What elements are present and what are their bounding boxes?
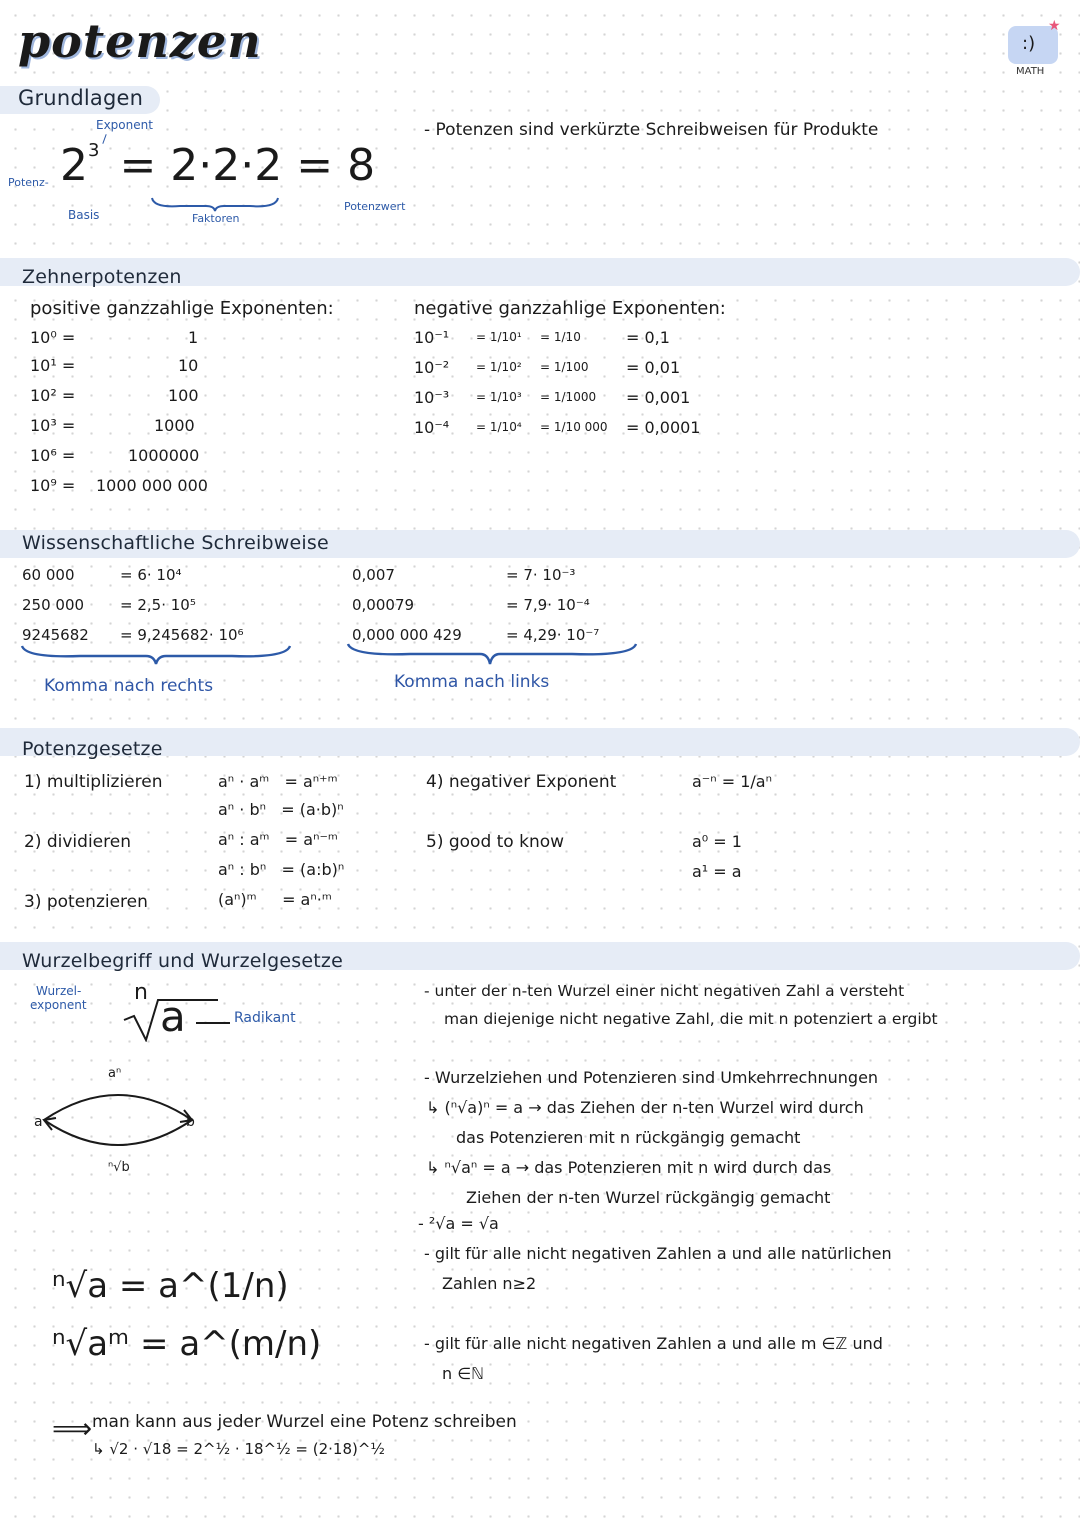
badge-label: MATH	[1016, 66, 1045, 77]
label-potenzwert: Potenzwert	[344, 200, 406, 213]
neg-frac: = 1/10²	[476, 360, 522, 374]
sci-right-lhs: 0,000 000 429	[352, 626, 462, 644]
pos-value: 100	[168, 386, 199, 405]
neg-frac2: = 1/10	[540, 330, 581, 344]
sci-left-lhs: 60 000	[22, 566, 75, 584]
conclusion-line-2: ↳ √2 · √18 = 2^½ · 18^½ = (2·18)^½	[92, 1440, 385, 1458]
neg-row: 10⁻⁴	[414, 418, 450, 437]
big-root-formula-1: ⁿ√a = a^(1/n)	[52, 1266, 289, 1306]
neg-exp-heading: negative ganzzahlige Exponenten:	[414, 298, 726, 319]
law-label-good-to-know: 5) good to know	[426, 832, 565, 852]
star-icon: ★	[1048, 18, 1061, 34]
neg-decimal: = 0,1	[626, 328, 670, 347]
caption-komma-rechts: Komma nach rechts	[44, 676, 214, 696]
neg-decimal: = 0,0001	[626, 418, 701, 437]
neg-frac: = 1/10⁴	[476, 420, 522, 434]
sci-right-lhs: 0,00079	[352, 596, 415, 614]
big-root-formula-2: ⁿ√aᵐ = a^(m/n)	[52, 1324, 322, 1364]
neg-frac2: = 1/10 000	[540, 420, 608, 434]
arrow-implies-icon: ⟹	[52, 1412, 93, 1445]
root-index: n	[134, 980, 148, 1005]
neg-frac2: = 1/100	[540, 360, 589, 374]
brace-left	[20, 644, 292, 666]
pos-value: 1000 000 000	[96, 476, 208, 495]
pos-row: 10⁶ =	[30, 446, 76, 465]
neg-decimal: = 0,01	[626, 358, 681, 377]
law-formula-zero: a⁰ = 1	[692, 832, 742, 851]
pos-exp-heading: positive ganzzahlige Exponenten:	[30, 298, 334, 319]
root-point-10: n ∈ℕ	[442, 1364, 484, 1383]
root-point-9: - gilt für alle nicht negativen Zahlen a und alle m ∈ℤ und	[424, 1334, 883, 1353]
grundlagen-note: - Potenzen sind verkürzte Schreibweisen für Produkte	[424, 120, 879, 140]
section-heading-wurzel: Wurzelbegriff und Wurzelgesetze	[22, 950, 343, 972]
pos-row: 10⁹ =	[30, 476, 76, 495]
pos-value: 10	[178, 356, 199, 375]
sci-right-lhs: 0,007	[352, 566, 395, 584]
conclusion-line-1: man kann aus jeder Wurzel eine Potenz schreiben	[92, 1412, 517, 1432]
root-point-3: das Potenzieren mit n rückgängig gemacht	[456, 1128, 801, 1147]
law-label-dividieren: 2) dividieren	[24, 832, 131, 852]
radikant-line	[196, 1022, 230, 1024]
root-point-6: - ²√a = √a	[418, 1214, 499, 1233]
math-badge	[1008, 18, 1061, 64]
root-point-5: Ziehen der n-ten Wurzel rückgängig gemacht	[466, 1188, 831, 1207]
neg-row: 10⁻³	[414, 388, 450, 407]
power-exp: 3	[88, 140, 100, 161]
root-point-4: ↳ ⁿ√aⁿ = a → das Potenzieren mit n wird durch das	[426, 1158, 832, 1177]
factor-brace	[150, 196, 280, 212]
label-wurzelexponent-1: Wurzel-	[36, 984, 82, 998]
smiley-icon: :)	[1022, 33, 1036, 54]
power-rhs: = 2·2·2 = 8	[119, 140, 376, 191]
sci-right-rhs: = 7,9· 10⁻⁴	[506, 596, 590, 614]
arc-label-top: aⁿ	[108, 1066, 122, 1081]
label-radikant: Radikant	[234, 1010, 296, 1026]
radicand: a	[160, 992, 186, 1041]
root-point-8: Zahlen n≥2	[442, 1274, 537, 1293]
pos-row: 10² =	[30, 386, 76, 405]
law-formula: aⁿ : bⁿ = (a:b)ⁿ	[218, 860, 345, 879]
sci-left-rhs: = 9,245682· 10⁶	[120, 626, 244, 644]
sci-right-rhs: = 7· 10⁻³	[506, 566, 576, 584]
neg-frac: = 1/10³	[476, 390, 522, 404]
arc-label-bottom: ⁿ√b	[108, 1160, 130, 1175]
root-point-2: ↳ (ⁿ√a)ⁿ = a → das Ziehen der n-ten Wurzel wird durch	[426, 1098, 864, 1117]
section-heading-wissen: Wissenschaftliche Schreibweise	[22, 532, 329, 554]
root-definition-1: - unter der n-ten Wurzel einer nicht negativen Zahl a versteht	[424, 982, 905, 1000]
law-formula: aⁿ : aᵐ = aⁿ⁻ᵐ	[218, 830, 338, 849]
sci-left-rhs: = 2,5· 10⁵	[120, 596, 196, 614]
sci-right-rhs: = 4,29· 10⁻⁷	[506, 626, 600, 644]
pos-row: 10¹ =	[30, 356, 76, 375]
law-formula-one: a¹ = a	[692, 862, 742, 881]
pos-row: 10³ =	[30, 416, 76, 435]
inverse-arc-diagram	[34, 1080, 204, 1160]
law-formula: aⁿ · bⁿ = (a·b)ⁿ	[218, 800, 344, 819]
label-basis: Basis	[68, 208, 100, 222]
neg-frac: = 1/10¹	[476, 330, 522, 344]
law-formula: (aⁿ)ᵐ = aⁿ·ᵐ	[218, 890, 332, 909]
sci-left-rhs: = 6· 10⁴	[120, 566, 182, 584]
pos-value: 1	[188, 328, 199, 347]
caption-komma-links: Komma nach links	[394, 672, 550, 692]
law-label-potenzieren: 3) potenzieren	[24, 892, 148, 912]
root-point-1: - Wurzelziehen und Potenzieren sind Umkehrrechnungen	[424, 1068, 879, 1087]
arc-label-right: b	[186, 1114, 195, 1130]
section-heading-grundlagen: Grundlagen	[18, 86, 144, 110]
brace-right	[346, 642, 638, 666]
law-formula-negativ: a⁻ⁿ = 1/aⁿ	[692, 772, 772, 791]
neg-row: 10⁻¹	[414, 328, 450, 347]
pos-value: 1000000	[128, 446, 200, 465]
label-faktoren: Faktoren	[192, 212, 240, 225]
page-title: potenzen	[18, 14, 262, 68]
power-base: 2	[60, 140, 88, 191]
arc-label-left: a	[34, 1114, 43, 1130]
section-heading-zehner: Zehnerpotenzen	[22, 266, 182, 288]
sci-left-lhs: 250 000	[22, 596, 85, 614]
label-potenz: Potenz-	[8, 176, 49, 189]
pos-value: 1000	[154, 416, 195, 435]
neg-decimal: = 0,001	[626, 388, 691, 407]
law-formula: aⁿ · aᵐ = aⁿ⁺ᵐ	[218, 772, 338, 791]
power-expression	[60, 140, 375, 191]
section-heading-gesetze: Potenzgesetze	[22, 738, 163, 760]
label-wurzelexponent-2: exponent	[30, 998, 87, 1012]
root-point-7: - gilt für alle nicht negativen Zahlen a und alle natürlichen	[424, 1244, 892, 1263]
neg-frac2: = 1/1000	[540, 390, 597, 404]
root-definition-2: man diejenige nicht negative Zahl, die mit n potenziert a ergibt	[444, 1010, 938, 1028]
law-label-multiplizieren: 1) multiplizieren	[24, 772, 163, 792]
label-exponent: Exponent	[96, 118, 153, 132]
sci-left-lhs: 9245682	[22, 626, 89, 644]
law-label-negativ: 4) negativer Exponent	[426, 772, 617, 792]
neg-row: 10⁻²	[414, 358, 450, 377]
pos-row: 10⁰ =	[30, 328, 76, 347]
